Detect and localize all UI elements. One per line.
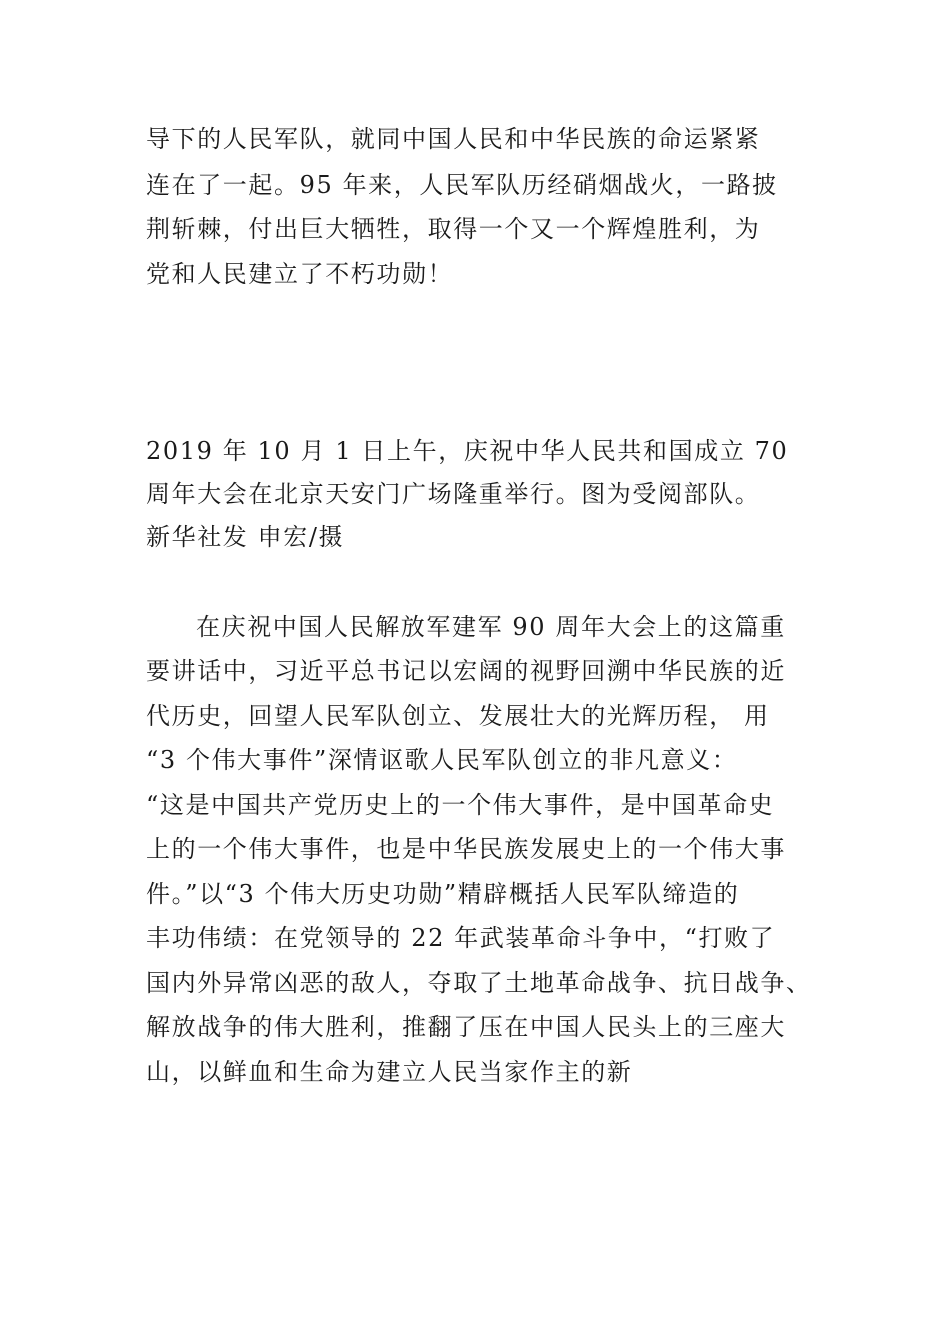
text-line: 丰功伟绩：在党领导的 22 年武装革命斗争中，“打败了 — [146, 924, 776, 952]
text-line: 国内外异常凶恶的敌人，夺取了土地革命战争、抗日战争、 — [146, 969, 812, 997]
text-line: 荆斩棘，付出巨大牺牲，取得一个又一个辉煌胜利，为 — [146, 215, 761, 243]
text-line: 上的一个伟大事件，也是中华民族发展史上的一个伟大事 — [146, 835, 786, 863]
text-line: 导下的人民军队，就同中国人民和中华民族的命运紧紧 — [146, 125, 761, 153]
text-line: 要讲话中，习近平总书记以宏阔的视野回溯中华民族的近 — [146, 657, 786, 685]
text-line: “3 个伟大事件”深情讴歌人民军队创立的非凡意义： — [146, 746, 738, 774]
caption-line: 2019 年 10 月 1 日上午，庆祝中华人民共和国成立 70 — [146, 437, 789, 465]
caption-line: 新华社发 申宏/摄 — [146, 523, 345, 551]
caption-line: 周年大会在北京天安门广场隆重举行。图为受阅部队。 — [146, 480, 761, 508]
text-line: 件。”以“3 个伟大历史功勋”精辟概括人民军队缔造的 — [146, 880, 740, 908]
text-line: 解放战争的伟大胜利，推翻了压在中国人民头上的三座大 — [146, 1013, 786, 1041]
text-line: “这是中国共产党历史上的一个伟大事件，是中国革命史 — [146, 791, 775, 819]
text-line: 代历史，回望人民军队创立、发展壮大的光辉历程， 用 — [146, 702, 770, 730]
text-line: 在庆祝中国人民解放军建军 90 周年大会上的这篇重 — [196, 613, 786, 641]
text-line: 山，以鲜血和生命为建立人民当家作主的新 — [146, 1058, 633, 1086]
text-line: 连在了一起。95 年来，人民军队历经硝烟战火，一路披 — [146, 171, 778, 199]
text-line: 党和人民建立了不朽功勋！ — [146, 260, 454, 288]
